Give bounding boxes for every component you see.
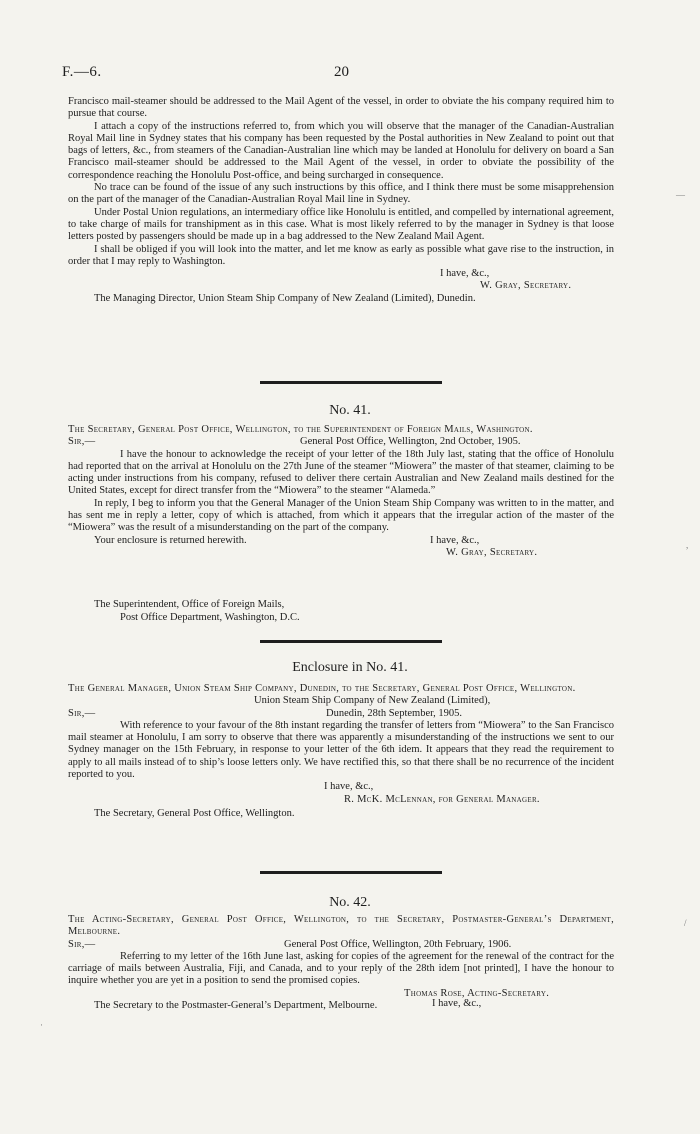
letter-41-title: No. 41. xyxy=(329,403,371,418)
letter-42-paragraph: Referring to my letter of the 16th June last, asking for copies of the agreement for the renewal of the contract for the carriage of mails between Australia, Fiji, and Canada, and to your reply of the 28th idem [not printed], I have the honour to inquire whether you are yet in a position to send the promised copies. xyxy=(68,950,614,987)
letter-42-heading: The Acting-Secretary, General Post Office, Wellington, to the Secretary, Postmaster-General’s Department, Melbourne. xyxy=(68,914,614,938)
letter-41-signature: W. Gray, Secretary. xyxy=(446,546,538,558)
letter-42-addressee: The Secretary to the Postmaster-General’s Department, Melbourne. xyxy=(94,1000,378,1012)
prev-paragraph: Francisco mail-steamer should be addressed to the Mail Agent of the vessel, in order to obviate the his company required him to pursue that course. xyxy=(68,96,614,120)
page-number: 20 xyxy=(334,64,349,80)
letter-41-date: General Post Office, Wellington, 2nd October, 1905. xyxy=(300,436,521,448)
enclosure-heading: The General Manager, Union Steam Ship Company, Dunedin, to the Secretary, General Post Office, Wellington. xyxy=(68,683,576,694)
enclosure-salutation: Sir,— xyxy=(68,707,96,719)
prev-paragraph: I attach a copy of the instructions referred to, from which you will observe that the manager of the Canadian-Australian Royal Mail line in Sydney states that his company has been requested by the Postal authorities in New Zealand to point out that bags of letters, &c., from steamers of the Canadian-Australian line which may be landed at Honolulu for delivery on board a San Francisco mail-steamer should be addressed to the Mail Agent of the vessel, in order to obviate the possibility of the correspondence reaching the Honolulu Post-office, and being surcharged in consequence. xyxy=(68,120,614,181)
previous-letter xyxy=(68,96,614,305)
section-divider xyxy=(260,381,442,384)
letter-41-enclosure-note: Your enclosure is returned herewith. xyxy=(94,534,247,546)
letter-41-addressee-line1: The Superintendent, Office of Foreign Mails, xyxy=(94,599,285,610)
enclosure-title: Enclosure in No. 41. xyxy=(292,660,408,675)
section-divider xyxy=(260,640,442,643)
enclosure-letter xyxy=(68,683,614,820)
series-label: F.—6. xyxy=(62,64,102,80)
letter-42-closing: I have, &c., xyxy=(432,998,482,1009)
letter-42-salutation: Sir,— xyxy=(68,938,96,950)
enclosure-closing: I have, &c., xyxy=(324,781,374,793)
letter-41-salutation: Sir,— xyxy=(68,436,96,448)
prev-paragraph: No trace can be found of the issue of any such instructions by this office, and I think there must be some misapprehension on the part of the manager of the Canadian-Australian Royal Mail line in Sydney. xyxy=(68,182,614,206)
enclosure-sender: Union Steam Ship Company of New Zealand (Limited), xyxy=(254,695,491,707)
margin-mark: / xyxy=(684,918,687,928)
letter-41 xyxy=(68,424,614,559)
prev-paragraph: Under Postal Union regulations, an intermediary office like Honolulu is entitled, and compelled by international agreement, to take charge of mails for transhipment as in this case. What is most likely referred to by the manager in Sydney is that loose letters posted by passengers should be made up in a bag addressed to the New Zealand Mail Agent. xyxy=(68,206,614,243)
prev-paragraph: I shall be obliged if you will look into the matter, and let me know as early as possible what gave rise to the instruction, in order that I may reply to Washington. xyxy=(68,243,614,267)
letter-41-heading: The Secretary, General Post Office, Wellington, to the Superintendent of Foreign Mails, Washington. xyxy=(68,424,533,435)
letter-41-closing: I have, &c., xyxy=(430,534,480,546)
letter-42-signature: Thomas Rose, Acting-Secretary. xyxy=(404,987,550,999)
section-divider xyxy=(260,871,442,874)
prev-signature: W. Gray, Secretary. xyxy=(480,280,572,292)
letter-41-paragraph: In reply, I beg to inform you that the General Manager of the Union Steam Ship Company was written to in the matter, and has sent me in reply a letter, copy of which is attached, from which it appears that the irregular action of the master of the “Miowera” was the result of a misunderstanding on the part of the company. xyxy=(68,497,614,534)
letter-41-addressee-line2: Post Office Department, Washington, D.C. xyxy=(120,612,300,623)
enclosure-addressee: The Secretary, General Post Office, Wellington. xyxy=(94,807,295,819)
prev-closing: I have, &c., xyxy=(440,268,490,280)
margin-mark: · xyxy=(40,1020,43,1030)
prev-addressee: The Managing Director, Union Steam Ship Company of New Zealand (Limited), Dunedin. xyxy=(94,292,476,304)
letter-41-paragraph: I have the honour to acknowledge the receipt of your letter of the 18th July last, stating that the office of Honolulu had reported that on the arrival at Honolulu on the 27th June of the steamer “Miowera” the master of that steamer, claiming to be acting under instructions from his company, refused to deliver there certain Australian and New Zealand mails destined for the United States, except for direct transfer from the “Miowera” to the steamer “Alameda.” xyxy=(68,448,614,497)
letter-42-date: General Post Office, Wellington, 20th February, 1906. xyxy=(284,938,512,950)
enclosure-date: Dunedin, 28th September, 1905. xyxy=(326,707,463,719)
margin-mark: , xyxy=(686,540,689,550)
letter-42-title: No. 42. xyxy=(329,895,371,910)
enclosure-paragraph: With reference to your favour of the 8th instant regarding the transfer of letters from “Miowera” to the San Francisco mail steamer at Honolulu, I am sorry to observe that there was apparently a misunderstanding of the instructions we sent to our Sydney manager on the 15th February, in response to your letter of the 6th idem. It appears that they read the requirement to apply to all mails instead of to ship’s loose letters only. We have rectified this, so that there shall be no recurrence of the incident reported to you. xyxy=(68,719,614,781)
letter-42 xyxy=(68,914,614,1012)
margin-mark: — xyxy=(676,190,685,200)
enclosure-signature: R. McK. McLennan, for General Manager. xyxy=(344,793,540,805)
